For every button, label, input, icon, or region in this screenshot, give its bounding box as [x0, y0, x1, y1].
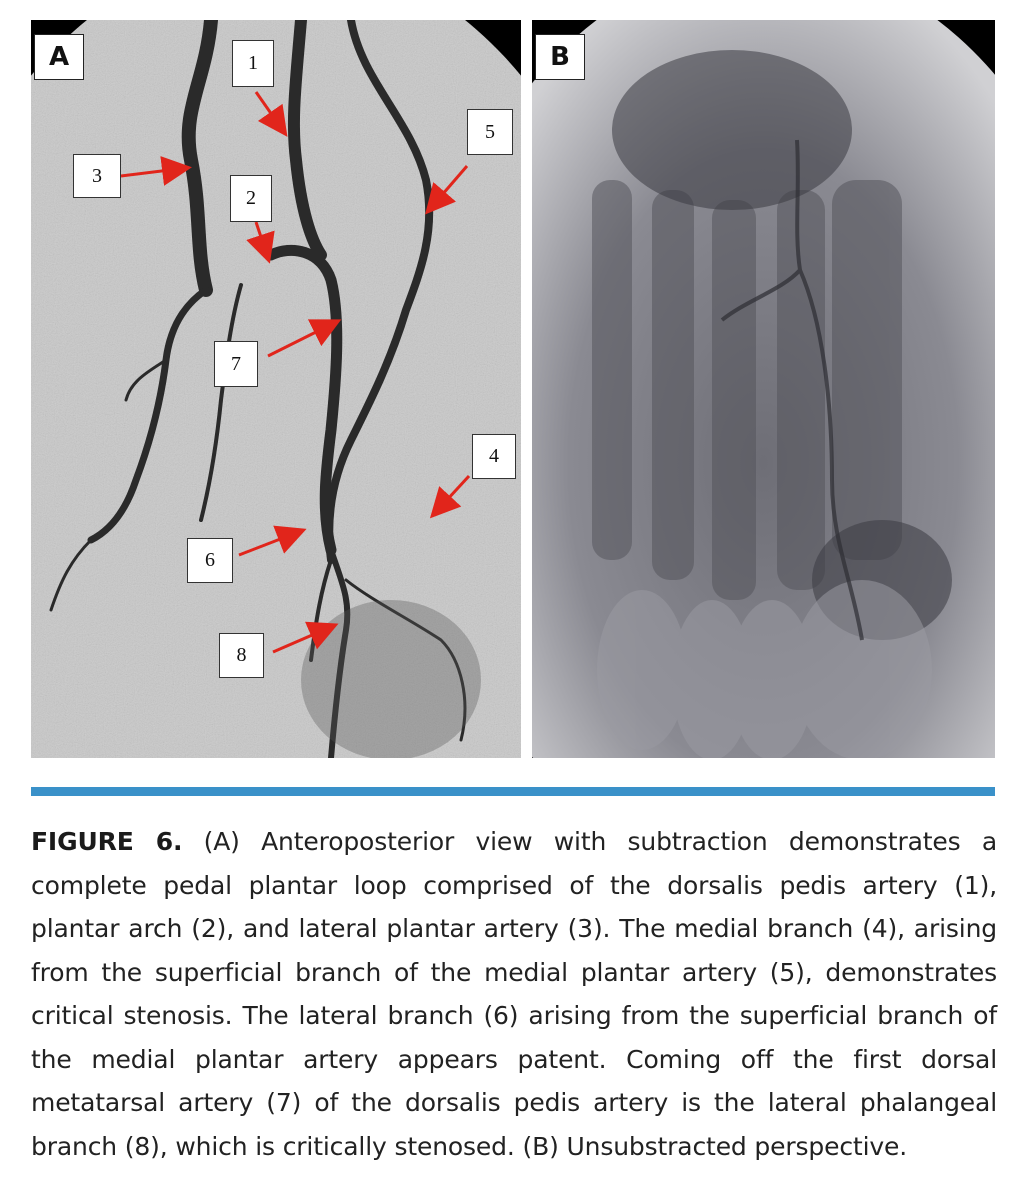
caption-divider	[31, 787, 995, 796]
radiograph-panel-b	[532, 20, 995, 758]
figure-caption	[31, 820, 997, 1168]
callout-4: 4	[472, 434, 516, 479]
caption-text: (A) Anteroposterior view with subtraction demonstrates a complete pedal plantar loop comprised of the dorsalis pedis artery (1), plantar arch (2), and lateral plantar artery (3). The medial branch (4), arising from the superficial branch of the medial plantar artery (5), demonstrates critical stenosis. The lateral branch (6) arising from the superficial branch of the medial plantar artery appears patent. Coming off the first dorsal metatarsal artery (7) of the dorsalis pedis artery is the lateral phalangeal branch (8), which is critically stenosed. (B) Unsubstracted perspective.	[31, 827, 997, 1161]
callout-7: 7	[214, 341, 258, 387]
callout-3: 3	[73, 154, 121, 198]
radiograph-image-b	[532, 20, 995, 758]
panel-b-letter: B	[535, 34, 585, 80]
callout-1: 1	[232, 40, 274, 87]
caption-label: FIGURE 6.	[31, 827, 183, 856]
callout-2: 2	[230, 175, 272, 222]
callout-8: 8	[219, 633, 264, 678]
angiogram-image-a	[31, 20, 521, 758]
panel-a-letter: A	[34, 34, 84, 80]
callout-6: 6	[187, 538, 233, 583]
angiogram-panel-a	[31, 20, 521, 758]
callout-5: 5	[467, 109, 513, 155]
